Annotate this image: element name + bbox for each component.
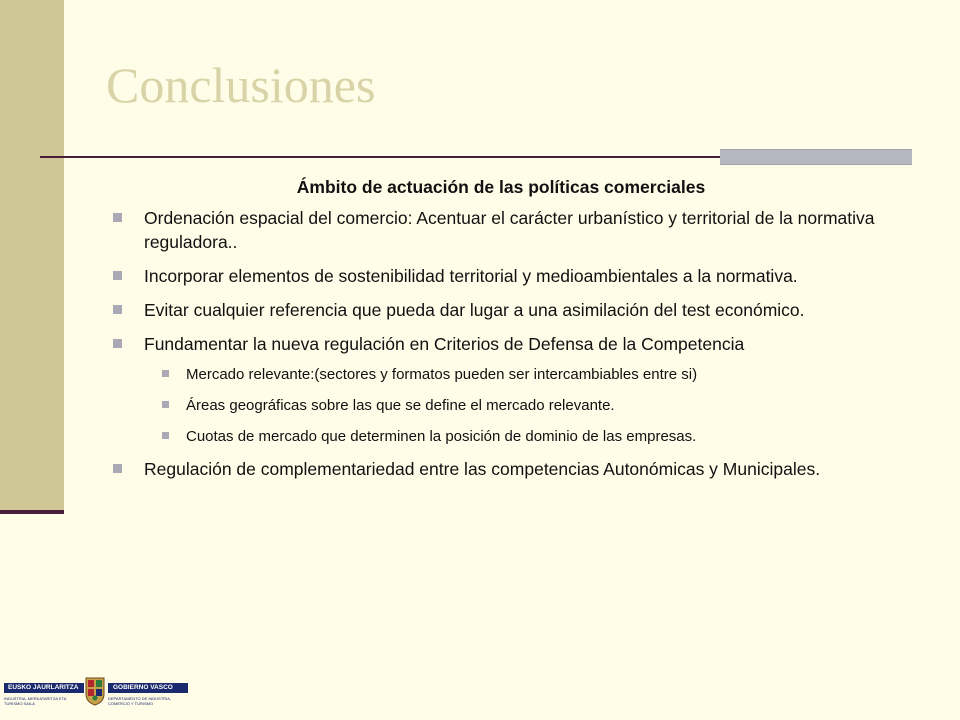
square-bullet-icon [162,370,169,377]
bullet-text: Ordenación espacial del comercio: Acentuar el carácter urbanístico y territorial de la normativa reguladora.. [144,207,875,252]
bullet-item [106,457,896,481]
coat-of-arms-icon [84,676,106,706]
bullet-item [106,264,896,288]
bullet-item [106,332,896,447]
bullet-text: Incorporar elementos de sostenibilidad territorial y medioambientales a la normativa. [144,266,798,287]
slide-content [106,176,896,492]
sub-bullet-text: Cuotas de mercado que determinen la posición de dominio de las empresas. [186,428,697,446]
bullet-list [106,206,896,482]
bullet-text: Fundamentar la nueva regulación en Criterios de Defensa de la Competencia [144,334,745,355]
title-divider-accent [720,149,912,165]
logo-department-basque: INDUSTRIA, MERKATARITZA ETA TURISMO SAILA [4,696,67,706]
bullet-item [106,298,896,322]
sub-bullet-text: Áreas geográficas sobre las que se define el mercado relevante. [186,397,615,415]
sub-bullet-item [144,395,896,416]
square-bullet-icon [162,401,169,408]
logo-department-spanish: DEPARTAMENTO DE INDUSTRIA, COMERCIO Y TURISMO [108,696,172,706]
bullet-text: Regulación de complementariedad entre las competencias Autonómicas y Municipales. [144,459,821,480]
sub-bullet-text: Mercado relevante:(sectores y formatos pueden ser intercambiables entre si) [186,366,698,384]
square-bullet-icon [113,305,122,314]
square-bullet-icon [113,271,122,280]
side-decoration-bar [0,0,64,514]
square-bullet-icon [113,464,122,473]
logo-name-basque: EUSKO JAURLARITZA [8,684,79,691]
logo-name-spanish: GOBIERNO VASCO [113,684,173,691]
sub-bullet-list [144,364,896,447]
side-bar-edge [0,510,64,514]
bullet-text: Evitar cualquier referencia que pueda dar lugar a una asimilación del test económico. [144,300,805,321]
square-bullet-icon [113,339,122,348]
bullet-item [106,206,896,254]
basque-government-logo [0,676,190,716]
slide-subtitle: Ámbito de actuación de las políticas comerciales [296,177,706,197]
sub-bullet-item [144,426,896,447]
square-bullet-icon [162,432,169,439]
sub-bullet-item [144,364,896,385]
square-bullet-icon [113,213,122,222]
slide-title: Conclusiones [106,57,376,113]
